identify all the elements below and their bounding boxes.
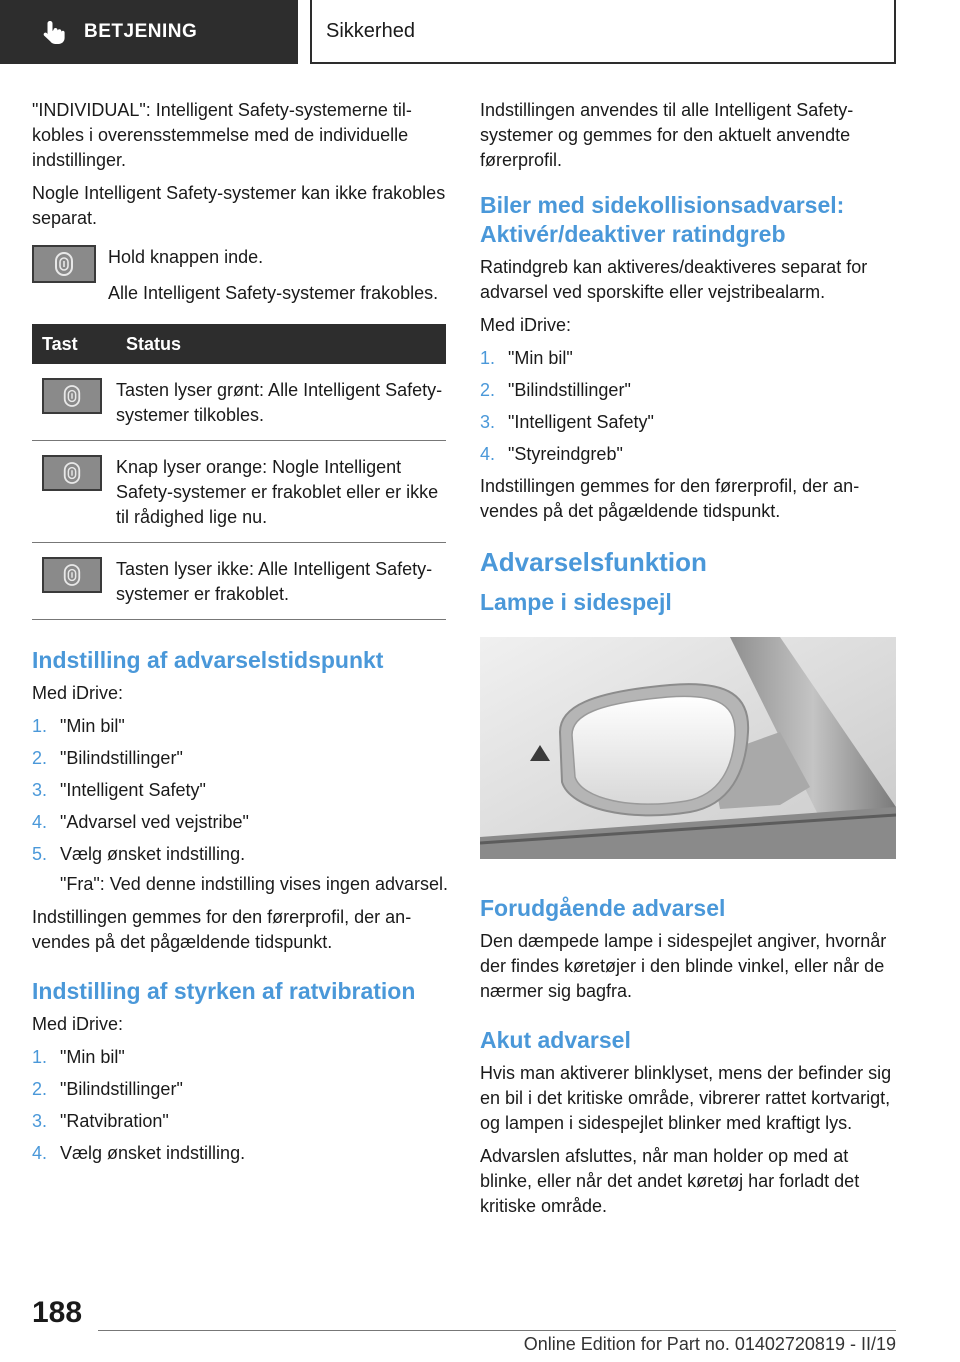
table-header-status: Status bbox=[116, 324, 446, 364]
profile-note: Indstillingen gemmes for den førerprofil, der anvendes på det pågældende tidspunkt. bbox=[480, 476, 860, 521]
side-mirror-illustration bbox=[480, 637, 896, 859]
safety-button-image bbox=[42, 557, 102, 593]
footer-divider bbox=[98, 1330, 896, 1331]
list-item: 1. "Min bil" bbox=[32, 716, 125, 736]
intelligent-safety-icon bbox=[53, 251, 75, 277]
edition-note: Online Edition for Part no. 01402720819 - II/19 bbox=[523, 1334, 896, 1354]
section-label: BETJENING bbox=[84, 21, 198, 42]
chapter-heading: Advarselsfunktion bbox=[480, 547, 707, 577]
step-list bbox=[32, 714, 450, 867]
list-item: 2. "Bilindstillinger" bbox=[480, 380, 631, 400]
key-status-table bbox=[32, 324, 446, 620]
safety-button-image bbox=[42, 455, 102, 491]
body-paragraph: Advarslen afsluttes, når man holder op med at blinke, eller når det andet køretøj har forladt det kritiske område. bbox=[480, 1146, 860, 1216]
safety-button-image bbox=[32, 245, 96, 283]
intro-paragraph: "INDIVIDUAL": Intelligent Safety-systemerne tilkobles i overensstemmelse med de individuelle indstillinger. bbox=[32, 100, 412, 170]
idrive-lead: Med iDrive: bbox=[32, 683, 124, 703]
list-item: 1. "Min bil" bbox=[32, 1047, 125, 1067]
profile-note: Indstillingen gemmes for den førerprofil, der anvendes på det pågældende tidspunkt. bbox=[32, 907, 412, 952]
intelligent-safety-icon bbox=[62, 461, 82, 485]
list-item: 4. "Advarsel ved vejstribe" bbox=[32, 812, 249, 832]
right-column bbox=[480, 98, 896, 1227]
hold-instruction-1: Hold knappen inde. bbox=[108, 247, 264, 267]
section-heading: Forudgående advarsel bbox=[480, 895, 726, 921]
chapter-label: Sikkerhed bbox=[326, 19, 415, 42]
intelligent-safety-icon bbox=[62, 384, 82, 408]
list-item: 2. "Bilindstillinger" bbox=[32, 748, 183, 768]
list-item: 3. "Intelligent Safety" bbox=[480, 412, 654, 432]
step-list bbox=[480, 346, 896, 467]
safety-button-image bbox=[42, 378, 102, 414]
step-note: "Fra": Ved denne indstilling vises ingen advarsel. bbox=[60, 874, 449, 894]
status-cell: Tasten lyser ikke: Alle Intelligent Safety-systemer er frakoblet. bbox=[116, 543, 446, 620]
list-item: 1. "Min bil" bbox=[480, 348, 573, 368]
body-paragraph: Ratindgreb kan aktiveres/deaktiveres separat for advarsel ved sporskifte eller vejstribealarm. bbox=[480, 257, 868, 302]
list-item: 3. "Ratvibration" bbox=[32, 1111, 169, 1131]
section-heading: Akut advarsel bbox=[480, 1027, 631, 1053]
intro-paragraph-2: Nogle Intelligent Safety-systemer kan ikke frakobles separat. bbox=[32, 183, 446, 228]
page-number: 188 bbox=[32, 1296, 83, 1329]
page-header bbox=[0, 0, 960, 66]
idrive-lead: Med iDrive: bbox=[480, 315, 572, 335]
list-item: 2. "Bilindstillinger" bbox=[32, 1079, 183, 1099]
section-tab bbox=[0, 0, 298, 64]
idrive-lead: Med iDrive: bbox=[32, 1014, 124, 1034]
body-paragraph: Den dæmpede lampe i sidespejlet angiver, hvornår der findes køretøjer i den blinde vinkel, eller når de nærmer sig bagfra. bbox=[480, 931, 887, 1001]
step-list bbox=[32, 1045, 450, 1166]
table-row bbox=[32, 364, 446, 441]
status-cell: Knap lyser orange: Nogle Intelligent Safety-systemer er frakoblet eller er ikke til rådighed lige nu. bbox=[116, 441, 446, 543]
list-item: 4. "Styreindgreb" bbox=[480, 444, 623, 464]
list-item: 4. Vælg ønsket indstilling. bbox=[32, 1143, 246, 1163]
hand-pointer-icon bbox=[40, 18, 68, 46]
list-item: 5. Vælg ønsket indstilling. bbox=[32, 844, 246, 864]
section-heading: Indstilling af styrken af ratvibration bbox=[32, 978, 416, 1004]
section-heading: Indstilling af advarselstidspunkt bbox=[32, 647, 384, 673]
chapter-box bbox=[310, 0, 896, 64]
status-cell: Tasten lyser grønt: Alle Intelligent Safety-systemer tilkobles. bbox=[116, 364, 446, 441]
body-paragraph: Hvis man aktiverer blinklyset, mens der befinder sig en bil i det kritiske område, vibrerer rattet kortvarigt, og lampen i sidespejlet blinker med kraftigt lys. bbox=[480, 1063, 892, 1133]
list-item: 3. "Intelligent Safety" bbox=[32, 780, 206, 800]
intelligent-safety-icon bbox=[62, 563, 82, 587]
section-heading: Biler med sidekollisionsadvarsel: Aktivér/deaktiver ratindgreb bbox=[480, 192, 845, 247]
table-row bbox=[32, 441, 446, 543]
left-column bbox=[32, 98, 450, 1173]
table-row bbox=[32, 543, 446, 620]
section-heading: Lampe i sidespejl bbox=[480, 589, 672, 615]
hold-instruction-2: Alle Intelligent Safety-systemer frakobles. bbox=[108, 283, 439, 303]
table-header-key: Tast bbox=[32, 324, 116, 364]
hold-button-instruction bbox=[32, 245, 450, 283]
intro-paragraph: Indstillingen anvendes til alle Intelligent Safety-systemer og gemmes for den aktuelt anvendte førerprofil. bbox=[480, 100, 854, 170]
